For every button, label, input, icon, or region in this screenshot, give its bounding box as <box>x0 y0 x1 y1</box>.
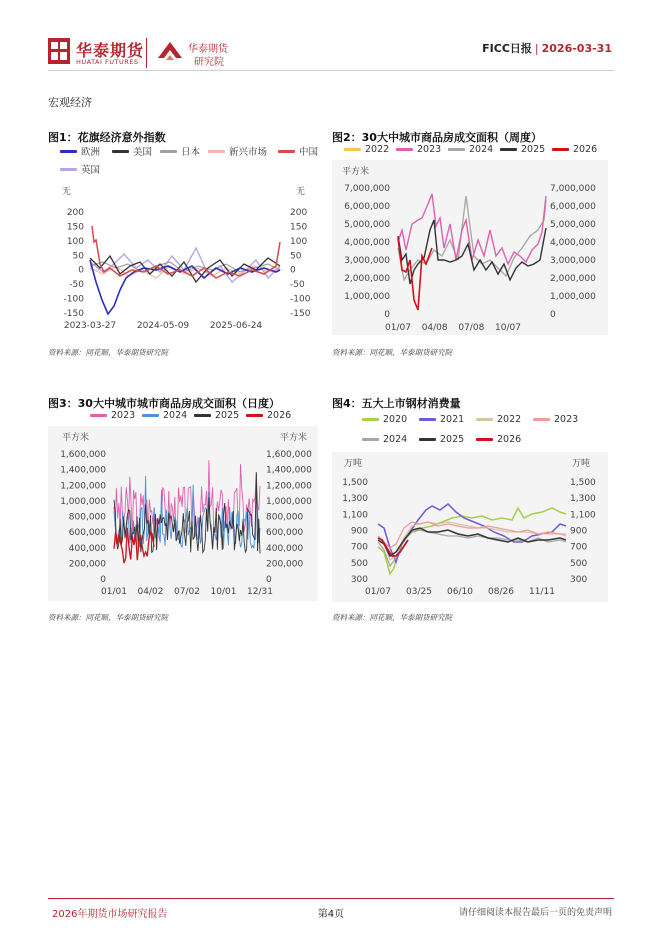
chart4-y-left-tick-label: 1,500 <box>342 478 368 488</box>
chart4-y-right-tick-label: 300 <box>570 575 588 585</box>
chart1-y-left-tick-label: 100 <box>66 236 84 247</box>
chart1-y-right-tick-label: -100 <box>290 294 311 305</box>
chart4-plot <box>332 452 608 602</box>
report-date: 2026-03-31 <box>541 42 612 55</box>
chart2-y-right-tick-label: 1,000,000 <box>550 292 596 302</box>
chart4-right-unit: 万吨 <box>572 459 591 469</box>
chart3-y-right-tick-label: 0 <box>266 575 272 585</box>
chart3-left-unit: 平方米 <box>62 433 90 443</box>
chart4-legend-item: 2020 <box>362 414 407 425</box>
legend-swatch-icon <box>533 418 550 421</box>
chart4-x-tick-label: 01/07 <box>365 587 391 597</box>
chart1-y-left-tick-label: 50 <box>72 251 84 262</box>
chart2-legend-item: 2024 <box>448 144 493 155</box>
chart1-y-right-tick-label: 100 <box>290 236 308 247</box>
chart3-source: 资料来源：同花顺，华泰期货研究院 <box>48 613 168 622</box>
chart2-y-right-tick-label: 4,000,000 <box>550 238 596 248</box>
chart3-right-unit: 平方米 <box>280 433 308 443</box>
chart4-y-left-tick-label: 900 <box>350 526 368 537</box>
chart4-y-right-tick-label: 900 <box>570 526 588 537</box>
brand-name-cn: 华泰期货 <box>76 41 145 60</box>
legend-swatch-icon <box>500 148 517 151</box>
chart1-legend-item: 英国 <box>60 162 100 176</box>
chart1-right-unit: 无 <box>296 187 306 197</box>
chart3-legend <box>90 410 320 424</box>
chart2-left-unit: 平方米 <box>342 167 370 177</box>
legend-swatch-icon <box>448 148 465 151</box>
chart2-x-tick-label: 01/07 <box>385 323 411 333</box>
chart1-legend <box>60 144 320 174</box>
chart1-plot <box>48 182 318 332</box>
chart1-title: 图1：花旗经济意外指数 <box>48 131 166 144</box>
institute-name-line1: 华泰期货 <box>188 44 228 55</box>
chart1-y-left-tick-label: 0 <box>78 265 84 276</box>
legend-swatch-icon <box>60 150 77 153</box>
chart3-x-tick-label: 04/02 <box>137 587 164 597</box>
chart2-legend-item: 2023 <box>396 144 441 155</box>
chart1-y-left-tick-label: -150 <box>63 309 84 319</box>
chart2-y-left-tick-label: 5,000,000 <box>344 220 390 230</box>
chart2-y-right-tick-label: 5,000,000 <box>550 220 596 230</box>
legend-swatch-icon <box>246 414 263 417</box>
chart3-y-right-tick-label: 800,000 <box>266 512 304 523</box>
header-separator: | <box>534 42 539 55</box>
legend-swatch-icon <box>476 438 493 441</box>
footer-report-title: 2026年期货市场研究报告 <box>52 909 168 920</box>
chart3-y-left-tick-label: 400,000 <box>68 543 106 554</box>
footer-disclaimer: 请仔细阅读本报告最后一页的免责声明 <box>458 908 612 918</box>
chart2-y-left-tick-label: 4,000,000 <box>344 238 390 248</box>
chart1-y-right-tick-label: -50 <box>290 280 305 291</box>
chart3-y-right-tick-label: 1,200,000 <box>266 481 312 492</box>
legend-swatch-icon <box>160 150 177 153</box>
chart4-legend-item: 2023 <box>533 414 578 425</box>
research-institute-icon <box>156 38 184 68</box>
chart1-y-right-tick-label: 50 <box>290 251 302 262</box>
chart3-y-left-tick-label: 800,000 <box>68 512 106 523</box>
chart3-y-right-tick-label: 400,000 <box>266 543 304 554</box>
chart2-y-left-tick-label: 3,000,000 <box>344 256 390 266</box>
chart1-y-left-tick-label: -50 <box>69 280 84 291</box>
legend-swatch-icon <box>112 150 129 153</box>
chart3-y-left-tick-label: 1,400,000 <box>60 465 106 476</box>
chart3-y-left-tick-label: 0 <box>100 575 106 585</box>
report-name: FICC日报 <box>482 42 532 55</box>
chart2-y-left-tick-label: 0 <box>384 310 390 320</box>
chart2-x-tick-label: 07/08 <box>458 323 485 333</box>
legend-swatch-icon <box>142 414 159 417</box>
chart4-x-tick-label: 08/26 <box>488 587 514 597</box>
chart1-legend-item: 日本 <box>160 144 200 158</box>
huatai-logo-icon <box>48 38 70 64</box>
chart2-series-2024 <box>398 196 546 280</box>
chart2-y-right-tick-label: 2,000,000 <box>550 274 596 284</box>
chart1-y-left-tick-label: 200 <box>66 208 84 218</box>
chart1-y-right-tick-label: 0 <box>290 265 296 276</box>
chart3-legend-item: 2024 <box>142 410 187 421</box>
chart3-y-right-tick-label: 600,000 <box>266 528 304 539</box>
chart1-y-right-tick-label: 150 <box>290 222 308 233</box>
chart4-x-tick-label: 11/11 <box>529 587 555 597</box>
chart1-legend-item: 新兴市场 <box>208 144 267 158</box>
legend-swatch-icon <box>396 148 413 151</box>
chart2-y-right-tick-label: 7,000,000 <box>550 184 596 194</box>
chart2-x-tick-label: 04/08 <box>421 323 448 333</box>
chart4-y-right-tick-label: 700 <box>570 542 588 553</box>
legend-swatch-icon <box>194 414 211 417</box>
chart4-title: 图4：五大上市钢材消费量 <box>332 397 461 410</box>
chart2-y-left-tick-label: 2,000,000 <box>344 274 390 284</box>
chart2-x-tick-label: 10/07 <box>495 323 521 333</box>
chart1-y-right-tick-label: -150 <box>290 309 311 319</box>
chart3-y-right-tick-label: 200,000 <box>266 559 304 570</box>
chart2-y-right-tick-label: 6,000,000 <box>550 202 596 212</box>
chart3-plot <box>48 426 318 601</box>
chart3-y-left-tick-label: 1,600,000 <box>60 450 106 460</box>
chart3-legend-item: 2026 <box>246 410 291 421</box>
chart3-legend-item: 2025 <box>194 410 239 421</box>
legend-swatch-icon <box>90 414 107 417</box>
chart2-legend-item: 2022 <box>344 144 389 155</box>
chart2-plot <box>332 160 608 335</box>
chart4-legend-item: 2025 <box>419 434 464 445</box>
chart2-y-left-tick-label: 6,000,000 <box>344 202 390 212</box>
footer-page-number: 第4页 <box>317 909 345 920</box>
chart4-source: 资料来源：同花顺，华泰期货研究院 <box>332 613 452 622</box>
chart2-y-right-tick-label: 3,000,000 <box>550 256 596 266</box>
chart4-y-right-tick-label: 1,300 <box>570 494 596 505</box>
chart4-x-tick-label: 06/10 <box>447 587 473 597</box>
chart4-y-left-tick-label: 300 <box>350 575 368 585</box>
chart1-legend-item: 中国 <box>278 144 318 158</box>
legend-swatch-icon <box>419 418 436 421</box>
chart1-legend-item: 欧洲 <box>60 144 100 158</box>
header-rule <box>48 70 614 71</box>
chart1-y-left-tick-label: 150 <box>66 222 84 233</box>
legend-swatch-icon <box>419 438 436 441</box>
chart4-y-right-tick-label: 1,500 <box>570 478 596 488</box>
chart3-daily-series <box>114 460 260 563</box>
chart4-legend-item: 2022 <box>476 414 521 425</box>
legend-swatch-icon <box>476 418 493 421</box>
chart4-y-left-tick-label: 500 <box>350 558 368 569</box>
chart3-y-left-tick-label: 600,000 <box>68 528 106 539</box>
institute-name-line2: 研究院 <box>194 57 224 68</box>
chart4-legend-item: 2026 <box>476 434 521 445</box>
chart4-y-right-tick-label: 500 <box>570 558 588 569</box>
chart3-x-tick-label: 12/31 <box>247 587 273 597</box>
chart2-y-right-tick-label: 0 <box>550 310 556 320</box>
chart1-y-left-tick-label: -100 <box>63 294 84 305</box>
chart3-y-right-tick-label: 1,000,000 <box>266 496 312 507</box>
chart1-x-tick-label: 2023-03-27 <box>63 321 117 331</box>
chart4-y-left-tick-label: 700 <box>350 542 368 553</box>
chart4-legend <box>362 414 612 448</box>
chart2-series-2023 <box>398 194 546 264</box>
chart4-x-tick-label: 03/25 <box>406 587 432 597</box>
chart3-y-left-tick-label: 1,000,000 <box>60 496 106 507</box>
chart2-legend-item: 2026 <box>552 144 597 155</box>
chart3-y-left-tick-label: 1,200,000 <box>60 481 106 492</box>
legend-swatch-icon <box>278 150 295 153</box>
chart4-y-left-tick-label: 1,300 <box>342 494 368 505</box>
chart2-title: 图2：30大中城市商品房成交面积（周度） <box>332 131 542 144</box>
legend-swatch-icon <box>362 418 379 421</box>
brand-divider <box>146 38 147 68</box>
chart1-y-right-tick-label: 200 <box>290 208 308 218</box>
report-header <box>482 40 612 56</box>
legend-swatch-icon <box>344 148 361 151</box>
chart1-left-unit: 无 <box>62 187 72 197</box>
chart1-legend-item: 美国 <box>112 144 152 158</box>
chart4-y-left-tick-label: 1,100 <box>342 510 368 521</box>
chart1-series-uk <box>90 248 280 282</box>
chart1-x-tick-label: 2025-06-24 <box>209 321 263 331</box>
chart2-legend <box>344 144 614 158</box>
chart2-legend-item: 2025 <box>500 144 545 155</box>
section-title: 宏观经济 <box>48 96 92 109</box>
chart4-left-unit: 万吨 <box>344 459 363 469</box>
legend-swatch-icon <box>552 148 569 151</box>
chart3-y-right-tick-label: 1,400,000 <box>266 465 312 476</box>
chart3-y-left-tick-label: 200,000 <box>68 559 106 570</box>
chart3-y-right-tick-label: 1,600,000 <box>266 450 312 460</box>
legend-swatch-icon <box>60 168 77 171</box>
chart4-series-2020 <box>378 508 566 574</box>
chart4-legend-item: 2021 <box>419 414 464 425</box>
brand-name-en: HUATAI FUTURES <box>76 58 139 66</box>
legend-swatch-icon <box>208 150 225 153</box>
chart3-legend-item: 2023 <box>90 410 135 421</box>
chart2-source: 资料来源：同花顺，华泰期货研究院 <box>332 348 452 357</box>
chart3-x-tick-label: 10/01 <box>210 587 237 597</box>
chart3-x-tick-label: 07/02 <box>174 587 200 597</box>
chart3-title: 图3：30大中城市城市商品房成交面积（日度） <box>48 397 280 410</box>
chart2-y-left-tick-label: 1,000,000 <box>344 292 390 302</box>
chart1-x-tick-label: 2024-05-09 <box>136 321 190 331</box>
chart1-source: 资料来源：同花顺，华泰期货研究院 <box>48 348 168 357</box>
legend-swatch-icon <box>362 438 379 441</box>
chart4-y-right-tick-label: 1,100 <box>570 510 596 521</box>
chart4-legend-item: 2024 <box>362 434 407 445</box>
chart3-x-tick-label: 01/01 <box>101 587 127 597</box>
chart2-y-left-tick-label: 7,000,000 <box>344 184 390 194</box>
footer-rule <box>48 898 614 899</box>
